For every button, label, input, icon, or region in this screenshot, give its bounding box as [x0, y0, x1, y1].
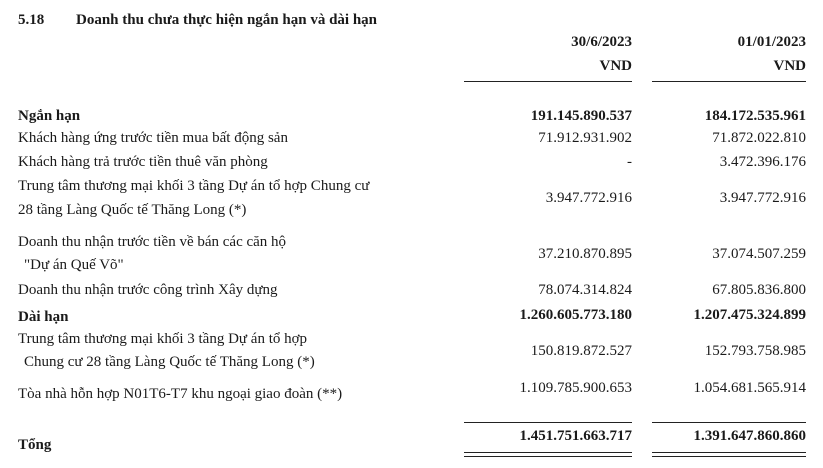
short-term-total-2: 184.172.535.961: [704, 108, 806, 124]
row-label: Doanh thu nhận trước công trình Xây dựng: [18, 282, 278, 298]
row-value-2: 3.947.772.916: [719, 190, 806, 206]
row-label: Khách hàng ứng trước tiền mua bất động sản: [18, 130, 288, 146]
row-label-continued: Chung cư 28 tầng Làng Quốc tế Thăng Long (*): [24, 354, 315, 370]
total-double-rule-1: [464, 452, 632, 457]
row-label: Khách hàng trả trước tiền thuê văn phòng: [18, 154, 268, 170]
total-label: Tổng: [18, 437, 52, 453]
row-value-1: 3.947.772.916: [545, 190, 632, 206]
total-double-rule-2: [652, 452, 806, 457]
long-term-label: Dài hạn: [18, 309, 69, 325]
total-value-2: 1.391.647.860.860: [693, 428, 806, 444]
row-value-2: 1.054.681.565.914: [693, 380, 806, 396]
row-label: Trung tâm thương mại khối 3 tầng Dự án tổ hợp: [18, 331, 308, 347]
row-value-2: 152.793.758.985: [704, 343, 806, 359]
row-value-1: 37.210.870.895: [538, 246, 632, 262]
total-value-1: 1.451.751.663.717: [519, 428, 632, 444]
total-top-rule-2: [652, 422, 806, 423]
column-header-unit-1: VND: [599, 58, 632, 74]
short-term-total-1: 191.145.890.537: [530, 108, 632, 124]
row-value-2: 67.805.836.800: [712, 282, 806, 298]
row-label-continued: "Dự án Quế Võ": [24, 257, 124, 273]
row-label: Doanh thu nhận trước tiền về bán các căn hộ: [18, 234, 287, 250]
column-header-underline-1: [464, 81, 632, 82]
short-term-label: Ngắn hạn: [18, 108, 81, 124]
row-value-1: -: [627, 154, 632, 170]
section-title: Doanh thu chưa thực hiện ngắn hạn và dài hạn: [76, 12, 378, 28]
column-header-date-2: 01/01/2023: [737, 34, 806, 50]
row-label: Trung tâm thương mại khối 3 tầng Dự án tổ hợp Chung cư: [18, 178, 370, 194]
column-header-unit-2: VND: [773, 58, 806, 74]
row-value-1: 78.074.314.824: [538, 282, 632, 298]
total-top-rule-1: [464, 422, 632, 423]
row-value-2: 71.872.022.810: [712, 130, 806, 146]
long-term-total-1: 1.260.605.773.180: [519, 307, 632, 323]
long-term-total-2: 1.207.475.324.899: [693, 307, 806, 323]
row-value-1: 71.912.931.902: [538, 130, 632, 146]
row-label-continued: 28 tầng Làng Quốc tế Thăng Long (*): [18, 202, 247, 218]
row-label: Tòa nhà hỗn hợp N01T6-T7 khu ngoại giao đoàn (**): [18, 386, 343, 402]
row-value-2: 37.074.507.259: [712, 246, 806, 262]
row-value-1: 150.819.872.527: [530, 343, 632, 359]
column-header-underline-2: [652, 81, 806, 82]
column-header-date-1: 30/6/2023: [571, 34, 632, 50]
section-number: 5.18: [18, 12, 45, 28]
row-value-1: 1.109.785.900.653: [519, 380, 632, 396]
row-value-2: 3.472.396.176: [719, 154, 806, 170]
